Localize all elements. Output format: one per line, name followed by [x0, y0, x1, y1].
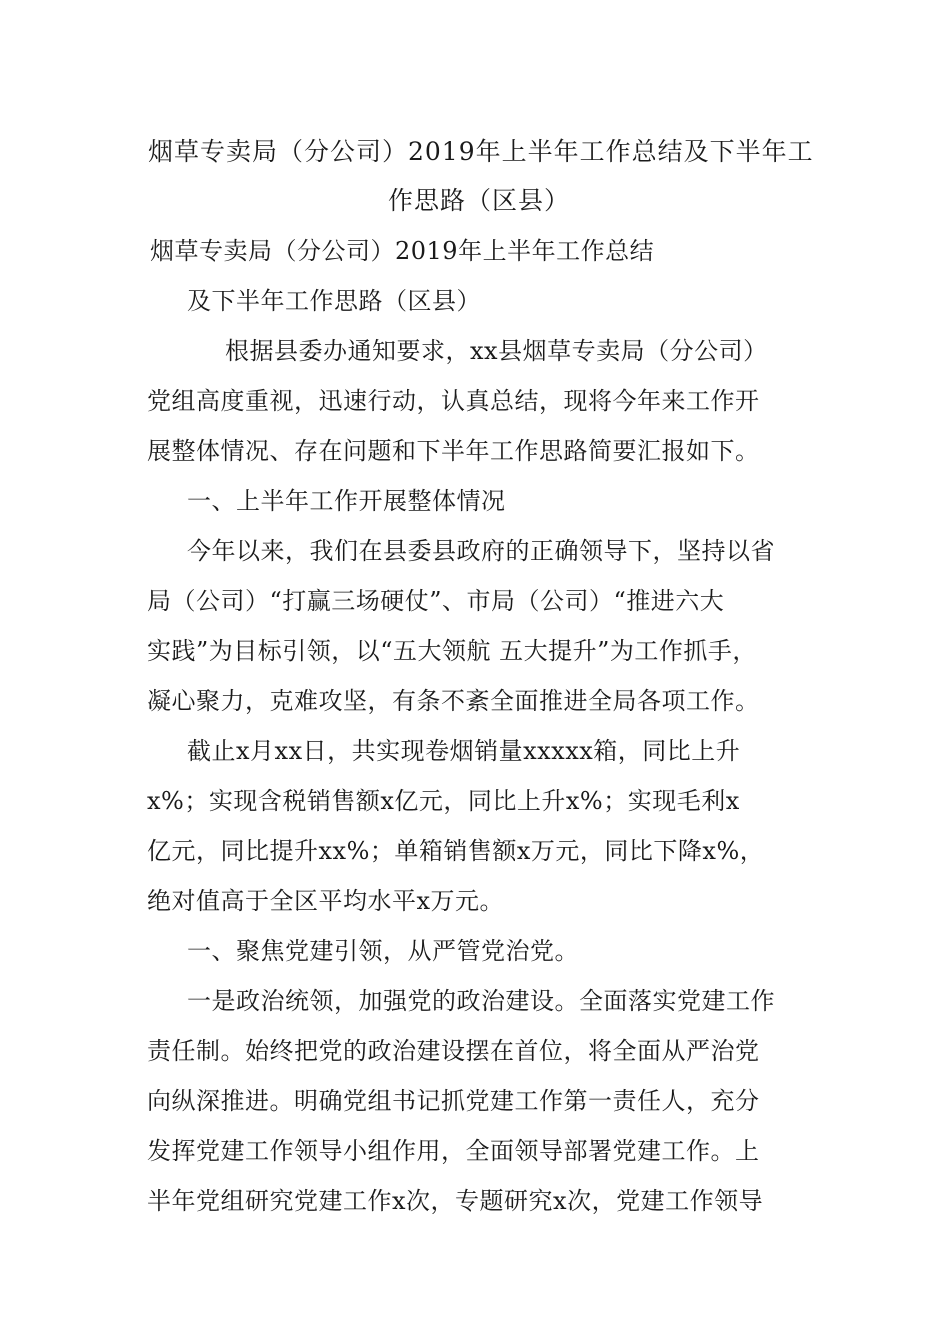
- intro-line-2: 党组高度重视，迅速行动，认真总结，现将今年来工作开: [147, 387, 760, 415]
- section-1-heading: 一、上半年工作开展整体情况: [187, 487, 506, 515]
- para-3-line-3: 向纵深推进。明确党组书记抓党建工作第一责任人，充分: [147, 1087, 760, 1115]
- para-1-line-2: 局（公司）“打赢三场硬仗”、市局（公司）“推进六大: [147, 587, 725, 615]
- para-3-line-4: 发挥党建工作领导小组作用，全面领导部署党建工作。上: [147, 1137, 760, 1165]
- document-subtitle-line-1: 烟草专卖局（分公司）2019年上半年工作总结: [150, 237, 655, 265]
- para-1-line-1: 今年以来，我们在县委县政府的正确领导下，坚持以省: [187, 537, 775, 565]
- para-3-line-1: 一是政治统领，加强党的政治建设。全面落实党建工作: [187, 987, 775, 1015]
- para-2-line-4: 绝对值高于全区平均水平x万元。: [147, 887, 505, 915]
- para-1-line-3: 实践”为目标引领，以“五大领航 五大提升”为工作抓手，: [147, 637, 757, 665]
- para-3-line-2: 责任制。始终把党的政治建设摆在首位，将全面从严治党: [147, 1037, 760, 1065]
- intro-line-1: 根据县委办通知要求，xx县烟草专卖局（分公司）: [225, 337, 768, 365]
- para-2-line-2: x%；实现含税销售额x亿元，同比上升x%；实现毛利x: [147, 787, 740, 815]
- document-subtitle-line-2: 及下半年工作思路（区县）: [187, 287, 481, 315]
- subsection-heading: 一、聚焦党建引领，从严管党治党。: [187, 937, 579, 965]
- para-2-line-3: 亿元，同比提升xx%；单箱销售额x万元，同比下降x%，: [147, 837, 765, 865]
- document-title-line-2: 作思路（区县）: [388, 186, 571, 215]
- document-title-line-1: 烟草专卖局（分公司）2019年上半年工作总结及下半年工: [148, 137, 814, 166]
- para-2-line-1: 截止x月xx日，共实现卷烟销量xxxxx箱，同比上升: [187, 737, 741, 765]
- para-3-line-5: 半年党组研究党建工作x次，专题研究x次，党建工作领导: [147, 1187, 764, 1215]
- intro-line-3: 展整体情况、存在问题和下半年工作思路简要汇报如下。: [147, 437, 760, 465]
- para-1-line-4: 凝心聚力，克难攻坚，有条不紊全面推进全局各项工作。: [147, 687, 760, 715]
